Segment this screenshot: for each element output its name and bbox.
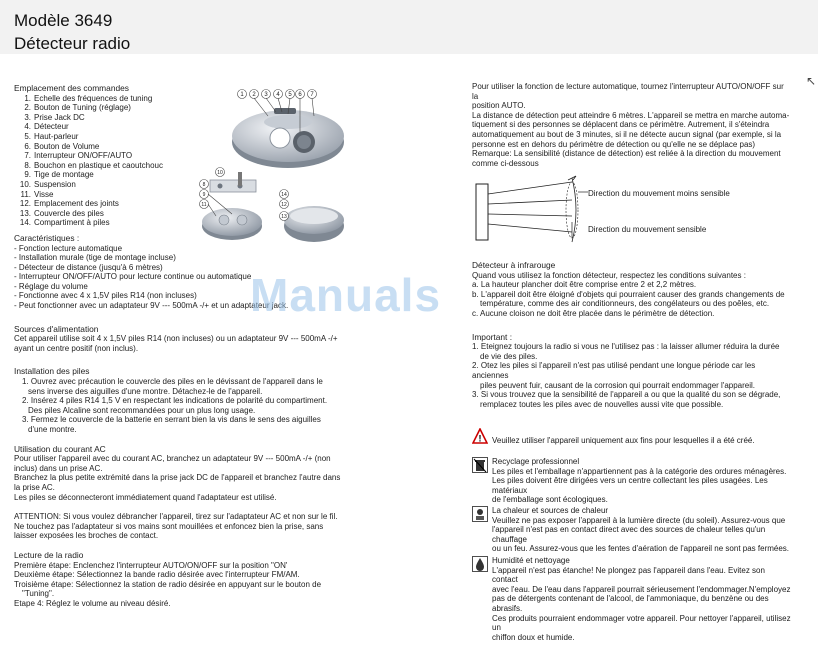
text-line: de l'emballage sont écologiques.: [492, 495, 608, 505]
text-line: la prise AC.: [14, 482, 55, 492]
text-line: Troisième étape: Sélectionnez la station de radio désirée en appuyant sur le bouton de: [14, 579, 322, 589]
list-item: 5. Haut-parleur: [24, 131, 79, 141]
list-item: - Fonctionne avec 4 x 1,5V piles R14 (non incluses): [14, 291, 197, 301]
text-line: Pour utiliser l'appareil avec du courant AC, branchez un adaptateur 9V --- 500mA -/+ (non: [14, 454, 331, 464]
text-line: remplacez toutes les piles avec de nouvelles aussi vite que possible.: [480, 399, 724, 409]
callout-label: 8: [202, 182, 206, 188]
svg-text:!: !: [478, 433, 482, 444]
list-item: 3. Prise Jack DC: [24, 112, 85, 122]
list-item: - Détecteur de distance (jusqu'à 6 mètres): [14, 262, 163, 272]
text-line: La distance de détection peut atteindre 6 mètres. L'appareil se mettra en marche automa-: [472, 110, 790, 120]
recycling-text: [492, 457, 792, 505]
watermark: Manuals: [250, 269, 442, 321]
list-item: - Installation murale (tige de montage incluse): [14, 253, 176, 263]
important-heading: Important :: [472, 331, 513, 342]
callout-label: 3: [264, 92, 268, 98]
infrared-section: [472, 261, 792, 409]
text-line: piles peuvent fuir, causant de la corrosion qui pourrait endommager l'appareil.: [480, 380, 756, 390]
list-item: - Fonction lecture automatique: [14, 243, 123, 253]
text-line: tiquement si des personnes se déplacent dans ce périmètre. Autrement, il s'éteindra: [472, 120, 770, 130]
text-line: chiffon doux et humide.: [492, 632, 575, 642]
text-line: Branchez la plus petite extrémité dans la prise jack DC de l'appareil et branchez l'autre dans: [14, 473, 341, 483]
list-item: - Interrupteur ON/OFF/AUTO pour lecture continue ou automatique: [14, 272, 252, 282]
text-line: c. Aucune cloison ne doit être placée dans le périmètre de détection.: [472, 308, 715, 318]
text-line: L'appareil n'est pas étanche! Ne plongez pas l'appareil dans l'eau. Evitez son contact: [492, 565, 765, 585]
list-item: 9. Tige de montage: [24, 170, 94, 180]
text-line: position AUTO.: [472, 101, 526, 111]
power-heading: Sources d'alimentation: [14, 323, 99, 334]
detection-diagram: [472, 170, 792, 248]
text-line: pas de détergents contenant de l'alcool, de l'ammoniaque, du benzène ou des abrasifs.: [492, 594, 769, 613]
list-item: 10. Suspension: [19, 179, 76, 189]
model-title: Modèle 3649: [14, 11, 113, 30]
text-line: Pour utiliser la fonction de lecture automatique, tournez l'interrupteur AUTO/ON/OFF sur la: [472, 82, 784, 101]
text-line: a. La hauteur plancher doit être comprise entre 2 et 2,2 mètres.: [472, 280, 697, 290]
list-item: 4. Détecteur: [24, 122, 69, 132]
text-line: ATTENTION: Si vous voulez débrancher l'appareil, tirez sur l'adaptateur AC et non sur le fil.: [14, 512, 338, 522]
list-item: 2. Bouton de Tuning (réglage): [24, 103, 131, 113]
heat-text: [492, 506, 792, 554]
list-item: - Réglage du volume: [14, 281, 88, 291]
text-line: ou un feu. Assurez-vous que les fentes d'aération de l'appareil ne sont pas fermées.: [492, 544, 790, 554]
water-drop-icon: [472, 556, 488, 572]
features-heading: Caractéristiques :: [14, 232, 80, 243]
humidity-text: [492, 556, 792, 642]
less-sensitive-label: Direction du mouvement moins sensible: [588, 189, 730, 198]
text-line: Les piles doivent être dirigées vers un centre collectant les piles usagées. Les matériaux: [492, 476, 768, 495]
usage-warning: [472, 428, 792, 446]
sensitive-label: Direction du mouvement sensible: [588, 225, 707, 234]
callout-label: 4: [276, 92, 280, 98]
callout-label: 2: [252, 92, 256, 98]
recycling-heading: Recyclage professionnel: [492, 457, 580, 466]
text-line: d'une montre.: [28, 425, 77, 434]
list-item: 12. Emplacement des joints: [19, 199, 119, 209]
heat-heading: La chaleur et sources de chaleur: [492, 506, 609, 515]
text-line: Première étape: Enclenchez l'interrupteur AUTO/ON/OFF sur la position "ON': [14, 560, 288, 570]
text-line: 2. Otez les piles si l'appareil n'est pas utilisé pendant une longue période car les anciennes: [472, 361, 756, 380]
callout-label: 1: [240, 92, 244, 98]
list-item: 13. Couvercle des piles: [19, 208, 104, 218]
text-line: Cet appareil utilise soit 4 x 1,5V piles R14 (non incluses) ou un adaptateur 9V --- 500mA -/+: [14, 334, 338, 344]
text-line: Quand vous utilisez la fonction détecteur, respectez les conditions suivantes :: [472, 270, 746, 280]
infrared-heading: Détecteur à infrarouge: [472, 260, 556, 270]
text-line: 3. Si vous trouvez que la sensibilité de l'appareil a ou que la qualité du son se dégrade,: [472, 390, 781, 400]
list-item: 1. Echelle des fréquences de tuning: [24, 93, 153, 103]
cursor-arrow-icon: ↖: [805, 74, 816, 88]
callout-label: 12: [281, 202, 287, 208]
callout-label: 11: [201, 202, 207, 208]
right-column: [472, 82, 792, 168]
text-line: b. L'appareil doit être éloigné d'objets qui pourraient causer des grands changements de: [472, 289, 785, 299]
text-line: 2. Insérez 4 piles R14 1,5 V en respectant les indications de polarité du compartiment.: [22, 396, 328, 406]
text-line: l'appareil n'est pas en contact direct avec des sources de chaleur telles qu'un chauffage: [492, 525, 766, 544]
list-item: - Peut fonctionner avec un adaptateur 9V --- 500mA -/+ et un adaptateur jack.: [14, 301, 289, 311]
callout-label: 7: [310, 92, 314, 98]
text-line: 3. Fermez le couvercle de la batterie en serrant bien la vis dans le sens des aiguilles: [22, 415, 321, 425]
list-item: 6. Bouton de Volume: [24, 141, 100, 151]
product-title: Détecteur radio: [14, 34, 131, 53]
callout-label: 6: [298, 92, 302, 98]
product-illustration: [196, 86, 348, 248]
callout-label: 5: [288, 92, 292, 98]
text-line: sens inverse des aiguilles d'une montre. Détachez-le de l'appareil.: [28, 386, 263, 396]
text-line: laisser exposées les broches de contact.: [14, 531, 159, 541]
usage-warning-text: Veuillez utiliser l'appareil uniquement aux fins pour lesquelles il a été créé.: [492, 436, 755, 445]
batteries-heading: Installation des piles: [14, 366, 90, 377]
text-line: "Tuning".: [22, 589, 55, 599]
ac-heading: Utilisation du courant AC: [14, 443, 106, 454]
text-line: comme ci-dessous: [472, 158, 539, 168]
radio-heading: Lecture de la radio: [14, 549, 84, 560]
text-line: Les piles et l'emballage n'appartiennent pas à la catégorie des ordures ménagères.: [492, 466, 787, 476]
list-item: 14. Compartiment à piles: [19, 218, 110, 228]
text-line: Remarque: La sensibilité (distance de détection) est reliée à la direction du mouvement: [472, 149, 781, 159]
list-item: 8. Bouchon en plastique et caoutchouc: [24, 160, 163, 170]
text-line: Des piles Alcaline sont recommandées pour un plus long usage.: [28, 405, 256, 415]
text-line: Ces produits pourraient endommager votre appareil. Pour nettoyer l'appareil, utilisez un: [492, 613, 791, 633]
callout-label: 9: [202, 192, 206, 198]
text-line: 1. Ouvrez avec précaution le couvercle des piles en le dévissant de l'appareil dans le: [22, 377, 323, 387]
humidity-heading: Humidité et nettoyage: [492, 556, 570, 565]
text-line: avec l'eau. De l'eau dans l'appareil pourrait sérieusement l'endommager.N'employez: [492, 584, 791, 594]
list-item: 7. Interrupteur ON/OFF/AUTO: [24, 151, 133, 161]
text-line: Deuxième étape: Sélectionnez la bande radio désirée avec l'interrupteur FM/AM.: [14, 570, 300, 580]
text-line: 1. Eteignez toujours la radio si vous ne l'utilisez pas : la laisser allumer réduira la durée: [472, 342, 780, 352]
controls-heading: Emplacement des commandes: [14, 83, 129, 93]
callout-label: 13: [281, 214, 287, 220]
text-line: inclus) dans un prise AC.: [14, 463, 103, 473]
callout-label: 14: [281, 192, 287, 198]
callout-label: 10: [217, 170, 223, 176]
warning-icon: [472, 428, 488, 444]
text-line: ayant un centre positif (non inclus).: [14, 343, 139, 353]
text-line: personne est en dehors du périmètre de détection ou qu'elle ne se déplace pas): [472, 139, 756, 149]
recycle-bin-icon: [472, 457, 488, 473]
text-line: Veuillez ne pas exposer l'appareil à la lumière directe (du soleil). Assurez-vous que: [492, 515, 786, 525]
text-line: Les piles se déconnecteront immédiatement quand l'adaptateur est utilisé.: [14, 492, 277, 502]
list-item: 11. Visse: [20, 189, 54, 199]
text-line: automatiquement au bout de 3 minutes, si il ne détecte aucun signal (par exemple, si la: [472, 129, 782, 139]
text-line: Etape 4: Réglez le volume au niveau désiré.: [14, 598, 171, 608]
text-line: de vie des piles.: [480, 351, 538, 361]
heat-source-icon: [472, 506, 488, 522]
text-line: température, comme des air conditionneurs, des congélateurs ou des poêles, etc.: [480, 299, 770, 309]
page-header: [0, 0, 818, 54]
text-line: Ne touchez pas l'adaptateur si vos mains sont mouillées et enfoncez bien la prise, sans: [14, 521, 324, 531]
